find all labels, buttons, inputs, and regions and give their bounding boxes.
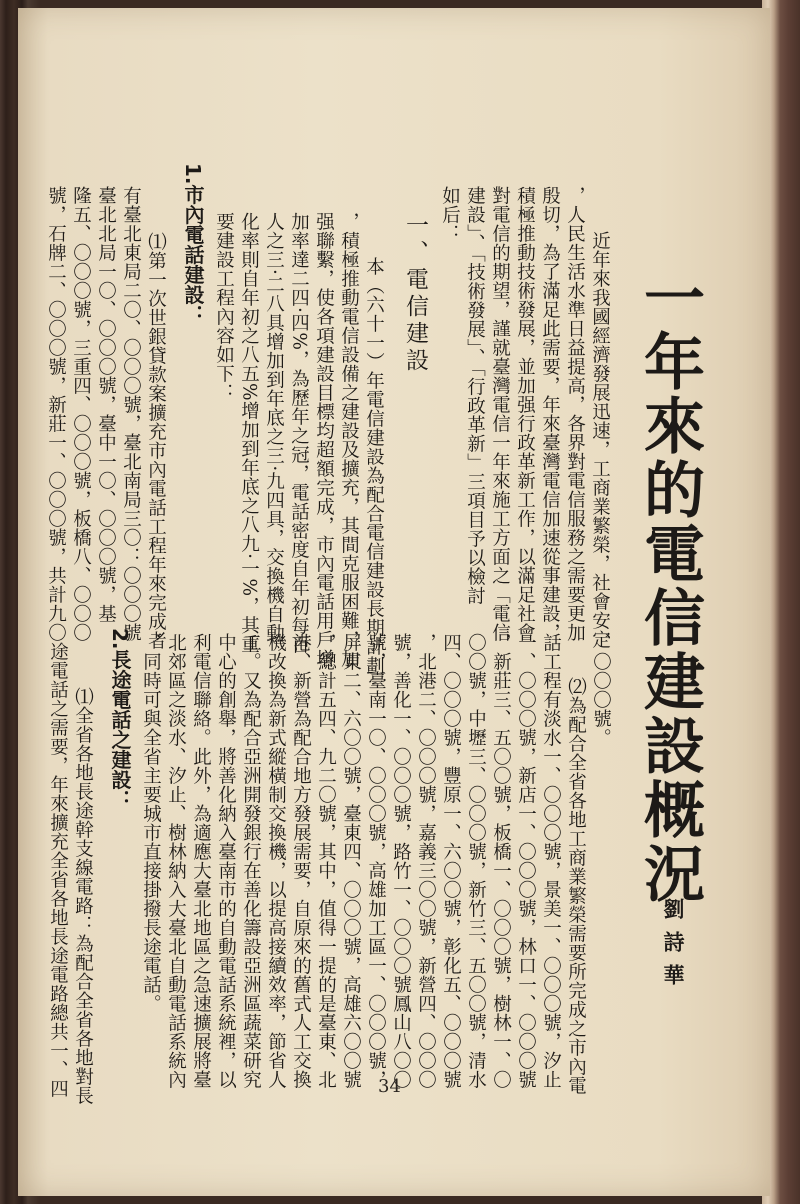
body-line: ，總計五四、九二〇號，其中，值得一提的是臺東、北	[315, 633, 337, 1089]
section-line: 化率則自年初之八五%增加到年底之八九·一%，其重	[238, 212, 260, 654]
body-line: 北郊區之淡水、汐止、樹林納入大臺北自動電話系統內	[165, 633, 187, 1089]
body-line: 四、〇〇〇號，豐原一、六〇〇號，彰化五、〇〇〇號	[440, 633, 462, 1089]
article-title: 一年來的電信建設概況	[634, 266, 705, 906]
body-line: ⑵為配合全省各地工商業繁榮需要所完成之市內電	[565, 658, 587, 1095]
intro-line: 對電信的期望，謹就臺灣電信一年來施工方面之「電信	[489, 186, 511, 642]
body-line: 港、新營為配合地方發展需要，自原來的舊式人工交換	[290, 633, 312, 1089]
body-line: ，新莊三、五〇〇號，板橋一、〇〇〇號，樹林一、〇	[490, 633, 512, 1089]
section-line: 本（六十一）年電信建設為配合電信建設長期計劃	[363, 238, 385, 675]
section-line: 加率達二四·四%，為歷年之冠，電話密度自年初每百	[288, 212, 310, 655]
body-line: 一、〇〇〇號，新店一、〇〇〇號，林口一、〇〇〇號	[515, 633, 537, 1089]
intro-line: 積極推動技術發展，並加强行政革新工作，以滿足社會	[514, 186, 536, 642]
body-line: 話工程有淡水一、〇〇〇號，景美一、〇〇〇號，汐止	[540, 633, 562, 1089]
intro-line: 建設」、「技術發展」、「行政革新」三項目予以檢討	[464, 186, 486, 605]
subsection-line: ⑴全省各地長途幹支線電路：為配合全省各地對長	[72, 668, 94, 1105]
subsection-heading: 1.市內電話建設：	[181, 163, 205, 325]
body-line: 中心的創舉，將善化納入臺南市的自動電話系統裡，以	[215, 633, 237, 1089]
page-number: 34	[378, 1076, 401, 1097]
section-heading: 一、電信建設	[402, 213, 428, 375]
subsection-line: 臺北北局一〇、〇〇〇號，臺中一〇、〇〇〇號，基	[95, 186, 117, 623]
body-line: ，北港二、〇〇〇號，嘉義三〇〇號，新營四、〇〇〇	[415, 633, 437, 1089]
section-line: ，積極推動電信設備之建設及擴充，其間克服困難，加	[338, 212, 360, 668]
body-line: 、〇〇〇號。	[590, 633, 612, 747]
body-line: 號，臺南一〇、〇〇〇號，高雄加工區一、〇〇〇號，	[365, 633, 387, 1089]
body-line: 利電信聯絡。此外，為適應大臺北地區之急速擴展將臺	[190, 633, 212, 1089]
body-line: 工。又為配合亞洲開發銀行在善化籌設亞洲區蔬菜研究	[240, 633, 262, 1089]
section-line: 要建設工程內容如下：	[213, 212, 235, 402]
book-page	[18, 8, 770, 1196]
body-line: 屏東二、六〇〇號，臺東四、〇〇〇號，高雄六〇〇號	[340, 633, 362, 1089]
author-name: 劉詩華	[661, 898, 686, 997]
body-line: 機改換為新式縱橫制交換機，以提高接續效率，節省人	[265, 633, 287, 1089]
subsection-line: 號，石牌二、〇〇〇號，新莊一、〇〇〇號，共計九〇	[45, 186, 67, 642]
section-line: 人之三·二八具增加到年底之三·九四具，交換機自動	[263, 212, 285, 643]
section-line: 强聯繫，使各項建設目標均超額完成，市內電話用戶增	[313, 212, 335, 668]
body-line: 〇〇號，中壢三、〇〇〇號，新竹三、五〇〇號，清水	[465, 633, 487, 1089]
intro-line: ，人民生活水準日益提高，各界對電信服務之需要更加	[564, 186, 586, 642]
body-line: 號，善化一、〇〇〇號，路竹一、〇〇〇號鳳山八〇〇	[390, 633, 412, 1089]
subsection-line: ⑴第一次世銀貸款案擴充市內電話工程年來完成者	[145, 213, 167, 650]
subsection-line: 有臺北東局二〇、〇〇〇號，臺北南局三〇：〇〇〇號	[120, 186, 142, 642]
intro-line: 如后：	[439, 186, 461, 243]
subsection-line: 途電話之需要，年來擴充全省各地長途電路總共一、四	[47, 642, 69, 1098]
intro-line: 近年來我國經濟發展迅速，工商業繁榮，社會安定	[589, 212, 611, 649]
subsection-line: 隆五、〇〇〇號，三重四、〇〇〇號，板橋八、〇〇〇	[70, 186, 92, 642]
subsection-heading: 2.長途電話之建設：	[108, 628, 132, 810]
intro-line: 殷切，為了滿足此需要，年來臺灣電信加速從事建設，	[539, 186, 561, 642]
body-line: ，同時可與全省主要城市直接掛撥長途電話。	[140, 633, 162, 1013]
